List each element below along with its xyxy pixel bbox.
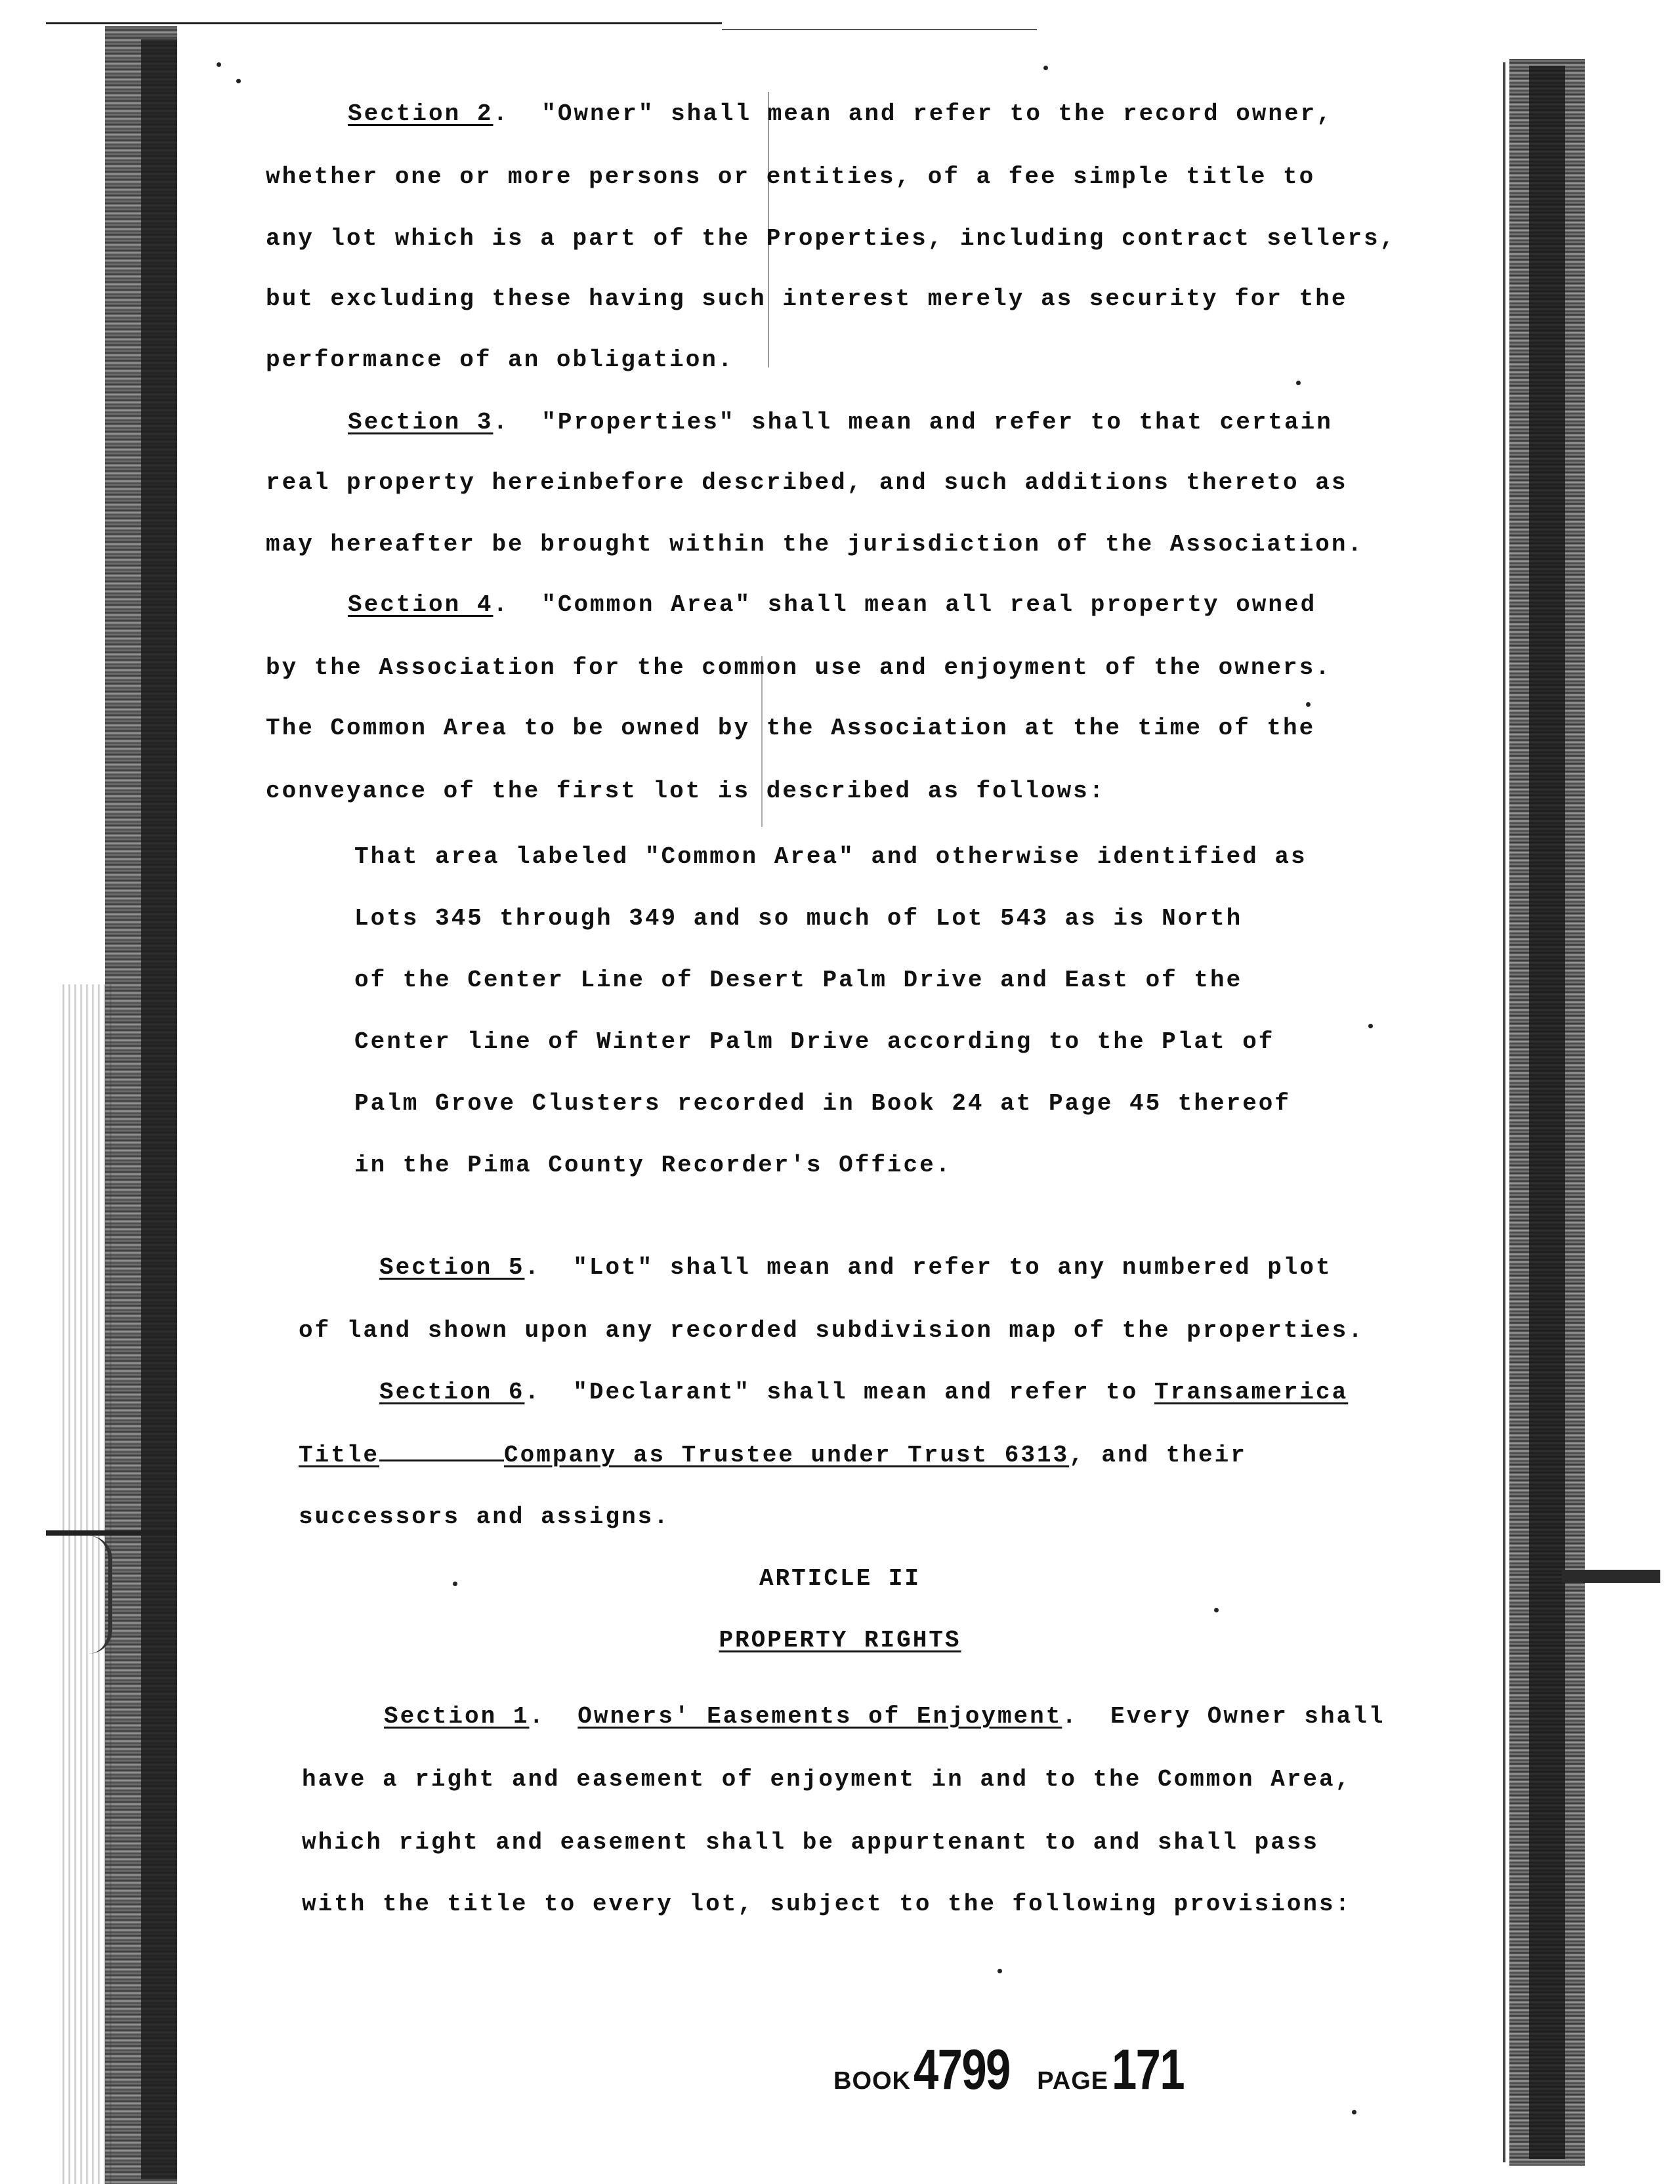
article2-section1-line-2: have a right and easement of enjoyment in and to the Common Area, (302, 1766, 1352, 1793)
section3-label: Section 3 (348, 409, 494, 436)
scan-speck (1214, 1608, 1219, 1612)
common-area-desc-line-2: Lots 345 through 349 and so much of Lot 543 as is North (354, 905, 1243, 932)
scan-speck (1043, 66, 1048, 70)
scan-left-border-core (141, 39, 177, 2179)
section3-line-3: may hereafter be brought within the jurisdiction of the Association. (266, 531, 1364, 558)
scan-right-border-core (1529, 66, 1565, 2159)
article2-section1-title: Owners' Easements of Enjoyment (578, 1703, 1062, 1730)
section2-line-2: whether one or more persons or entities, of a fee simple title to (266, 163, 1316, 190)
section4-line-3: The Common Area to be owned by the Association at the time of the (266, 715, 1316, 742)
section2-line-5: performance of an obligation. (266, 346, 734, 373)
section3-line-2: real property hereinbefore described, and such additions thereto as (266, 469, 1348, 496)
article2-subheading: PROPERTY RIGHTS (719, 1627, 961, 1654)
book-page-stamp (833, 2038, 1202, 2103)
article2-section1-line-3: which right and easement shall be appurtenant to and shall pass (302, 1829, 1320, 1856)
section6-declarant-name: Transamerica (1154, 1379, 1349, 1406)
scan-speck (1296, 381, 1301, 385)
article2-heading: ARTICLE II (759, 1565, 921, 1592)
section2-line-3: any lot which is a part of the Properties, including contract sellers, (266, 225, 1396, 252)
article2-section1-label: Section 1 (384, 1703, 530, 1730)
book-label: BOOK (833, 2067, 911, 2095)
scan-top-edge-right (722, 29, 1037, 30)
section4-line-1: Section 4. "Common Area" shall mean all real property owned (348, 591, 1317, 618)
book-number: 4799 (914, 2038, 1011, 2101)
scan-top-edge (46, 22, 722, 24)
section5-line-1: Section 5. "Lot" shall mean and refer to any numbered plot (379, 1254, 1332, 1281)
scan-speck (236, 79, 241, 83)
section4-line-2: by the Association for the common use and enjoyment of the owners. (266, 654, 1332, 681)
section3-line-1: Section 3. "Properties" shall mean and refer to that certain (348, 409, 1333, 436)
section2-line-1: Section 2. "Owner" shall mean and refer to the record owner, (348, 100, 1333, 127)
scan-speck (1352, 2110, 1356, 2114)
common-area-desc-line-5: Palm Grove Clusters recorded in Book 24 at Page 45 thereof (354, 1090, 1292, 1117)
section2-label: Section 2 (348, 100, 494, 127)
common-area-desc-line-4: Center line of Winter Palm Drive according to the Plat of (354, 1028, 1275, 1055)
common-area-desc-line-3: of the Center Line of Desert Palm Drive and East of the (354, 967, 1243, 994)
scan-speck (1368, 1024, 1373, 1028)
scan-speck (998, 1969, 1002, 1973)
common-area-desc-line-1: That area labeled "Common Area" and otherwise identified as (354, 843, 1307, 870)
scan-speck (1306, 702, 1311, 707)
article2-section1-line-1: Section 1. Owners' Easements of Enjoyment. Every Owner shall (384, 1703, 1385, 1730)
page-label: PAGE (1037, 2067, 1109, 2095)
section6-line-2: Title Company as Trustee under Trust 6313, and their (299, 1440, 1247, 1470)
scan-left-notch (46, 1530, 177, 1536)
page-number: 171 (1111, 2038, 1184, 2101)
section6-label: Section 6 (379, 1379, 525, 1406)
article2-section1-line-4: with the title to every lot, subject to the following provisions: (302, 1891, 1352, 1918)
section4-label: Section 4 (348, 591, 494, 618)
common-area-desc-line-6: in the Pima County Recorder's Office. (354, 1152, 952, 1179)
section6-line-1: Section 6. "Declarant" shall mean and refer to Transamerica (379, 1379, 1349, 1406)
blank-underline (379, 1440, 504, 1461)
scan-speck (217, 62, 221, 67)
scan-right-edge (1503, 62, 1505, 2162)
section6-line-3: successors and assigns. (299, 1503, 670, 1530)
section5-label: Section 5 (379, 1254, 525, 1281)
section2-line-4: but excluding these having such interest merely as security for the (266, 285, 1348, 312)
section5-line-2: of land shown upon any recorded subdivision map of the properties. (299, 1317, 1364, 1344)
section4-line-4: conveyance of the first lot is described as follows: (266, 778, 1106, 805)
